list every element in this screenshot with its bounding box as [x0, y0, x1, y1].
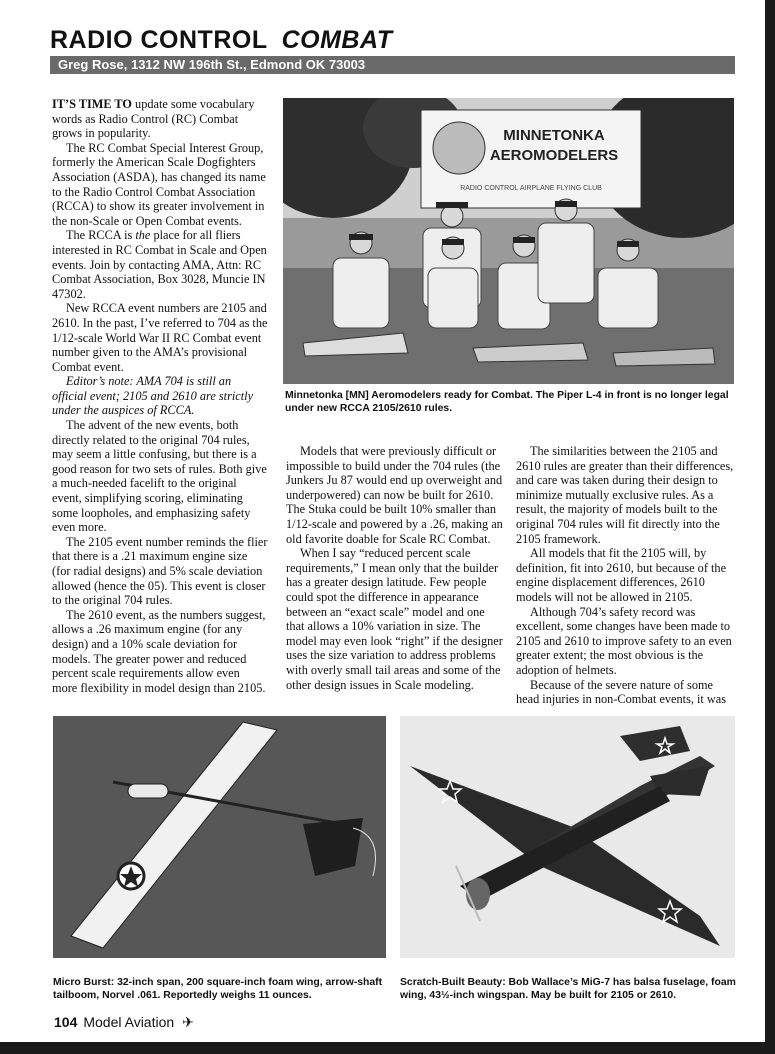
paragraph: The RC Combat Special Interest Group, formerly the American Scale Dogfighters Association (ASDA), has changed its name to the Radio Control Combat Association (RCCA) to show its greater involvement in the non-Scale or Open Combat events. — [52, 140, 266, 228]
photo-mig-7 — [400, 716, 735, 958]
airplane-icon: ✈ — [182, 1014, 194, 1030]
paragraph: New RCCA event numbers are 2105 and 2610. In the past, I’ve referred to 704 as the 1/12-scale World War II RC Combat event number given to the AMA’s provisional Combat event. — [52, 301, 268, 374]
caption-mig-7: Scratch-Built Beauty: Bob Wallace’s MiG-7 has balsa fuselage, foam wing, 43½-inch wingspan. May be built for 2105 or 2610. — [400, 977, 736, 1001]
paragraph: The 2610 event, as the numbers suggest, allows a .26 maximum engine (for any design) and a 10% scale deviation for models. The greater power and reduced percent scale requirements allow even more flexibility in model design than 2105. — [52, 607, 266, 695]
article-column-2 — [286, 444, 504, 692]
paragraph-text: place for all fliers interested in RC Combat in Scale and Open events. Join by contacting AMA, Attn: RC Combat Association, Box 3028, Muncie IN 47302. — [52, 228, 267, 301]
paragraph: All models that fit the 2105 will, by definition, fit into 2610, but because of the engine displacement differences, 2610 models will not be allowed in 2105. — [516, 546, 727, 604]
paragraph-text: The RCCA is — [66, 228, 136, 243]
page-title — [50, 26, 392, 54]
photo-micro-burst — [53, 716, 386, 958]
paragraph: The similarities between the 2105 and 2610 rules are greater than their differences, and care was taken during their design to minimize mutually exclusive rules. As a result, the majority of models built to the original 704 rules will fit directly into the 2105 framework. — [516, 444, 734, 546]
article-column-3 — [516, 444, 734, 707]
paragraph — [52, 228, 268, 301]
paragraph: Because of the severe nature of some head injuries in non-Combat events, it was — [516, 677, 727, 707]
photo-club-group — [283, 98, 734, 384]
paragraph-text: update some vocabulary words as Radio Control (RC) Combat grows in popularity. — [52, 97, 255, 141]
caption-club-group: Minnetonka [MN] Aeromodelers ready for Combat. The Piper L-4 in front is no longer legal under new RCCA 2105/2610 rules. — [285, 390, 729, 414]
scan-edge-right — [765, 0, 775, 1054]
paragraph — [52, 97, 268, 141]
paragraph: Models that were previously difficult or impossible to build under the 704 rules (the Junkers Ju 87 would end up overweight and underpowered) can now be built for 2610. The Stuka could be built 10% smaller than 1/12-scale and powered by a .26, making an old favorite doable for Scale RC Combat. — [286, 444, 503, 546]
magazine-name: Model Aviation — [83, 1014, 175, 1030]
emphasis: the — [135, 228, 151, 243]
banner-line-1: MINNETONKA — [503, 127, 605, 144]
editors-note: Editor’s note: AMA 704 is still an official event; 2105 and 2610 are strictly under the auspices of RCCA. — [52, 374, 254, 418]
banner-line-2: AEROMODELERS — [489, 147, 619, 164]
page-number: 104 — [54, 1014, 78, 1030]
paragraph: The advent of the new events, both directly related to the original 704 rules, may seem a little confusing, but there is a good reason for two sets of rules. Both give a much-needed facelift to the original event, simplifying scoring, eliminating some loopholes, and emphasizing safety even more. — [52, 418, 267, 535]
paragraph: When I say “reduced percent scale requirements,” I mean only that the builder has a greater design latitude. Few people could spot the difference in appearance between an “exact scale” model and one that allows a 10% variation in size. The model may even look “right” if the designer uses the size variation to address problems with overly small tail areas and some of the other design issues in Scale modeling. — [286, 546, 503, 692]
page-footer — [54, 1013, 194, 1031]
paragraph: Although 704’s safety record was excellent, some changes have been made to 2105 and 2610 to improve safety to an even greater extent; the most obvious is the adoption of helmets. — [516, 604, 732, 677]
lead-in: IT’S TIME TO — [52, 97, 132, 111]
author-byline: Greg Rose, 1312 NW 196th St., Edmond OK 73003 — [50, 56, 735, 74]
article-column-1 — [52, 97, 268, 695]
scan-edge-bottom — [0, 1042, 775, 1054]
paragraph: The 2105 event number reminds the flier that there is a .21 maximum engine size (for radial designs) and 5% scale deviation allowed (hence the 05). This event is closer to the original 704 rules. — [52, 534, 268, 608]
banner-line-3: RADIO CONTROL AIRPLANE FLYING CLUB — [460, 185, 602, 192]
title-main: RADIO CONTROL — [50, 26, 268, 54]
title-emphasis: COMBAT — [281, 26, 393, 54]
caption-micro-burst: Micro Burst: 32-inch span, 200 square-inch foam wing, arrow-shaft tailboom, Norvel .061. Reportedly weighs 11 ounces. — [53, 977, 383, 1001]
